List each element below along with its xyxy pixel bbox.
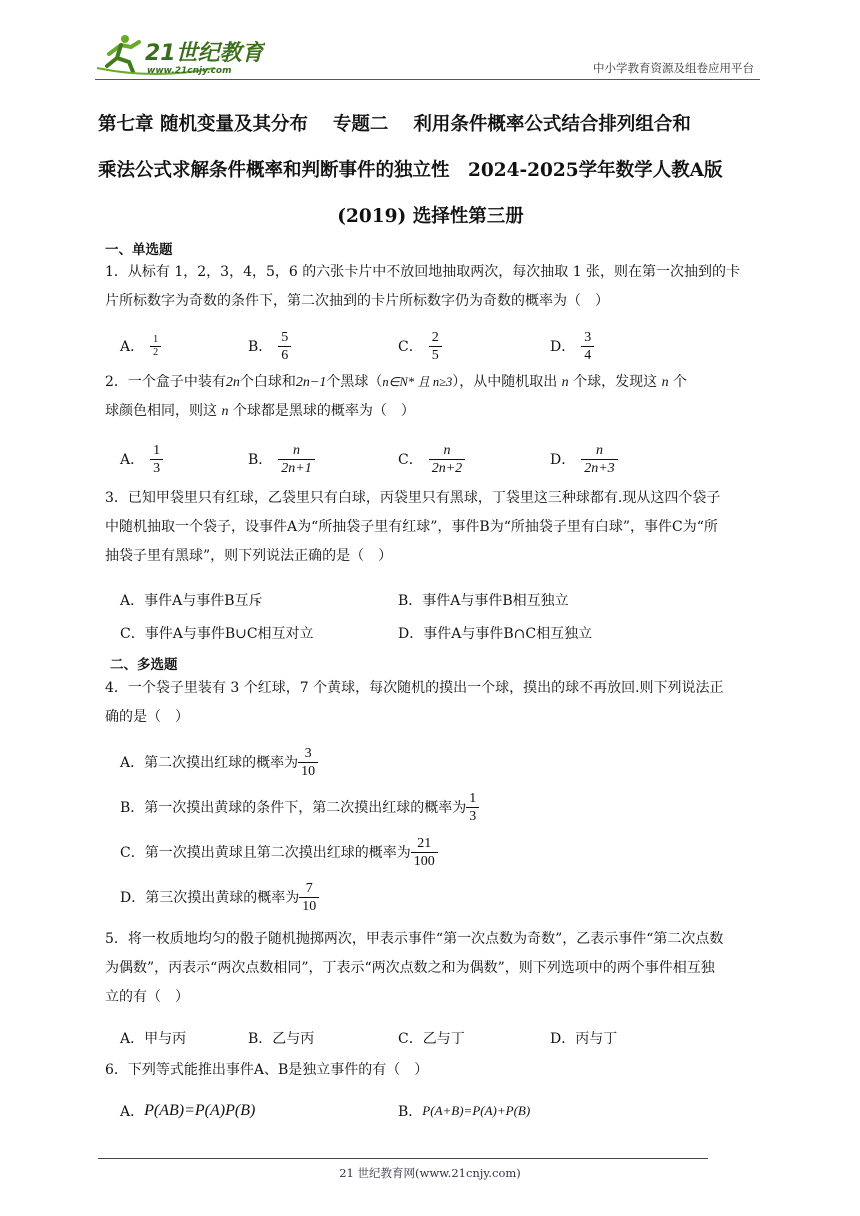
question-4 [105,674,760,732]
page-header [95,32,760,80]
site-logo [95,32,265,76]
question-5-options [120,1020,760,1056]
question-3-line-3: 抽袋子里有黑球”，则下列说法正确的是（ ） [105,548,393,564]
question-3-line-1: 3．已知甲袋里只有红球，乙袋里只有白球，丙袋里只有黑球，丁袋里这三种球都有.现从这四个袋子 [105,490,721,506]
svg-text:www.21cnjy.com: www.21cnjy.com [147,66,232,76]
question-4-line-1: 4．一个袋子里装有 3 个红球，7 个黄球，每次随机的摸出一个球，摸出的球不再放回.则下列说法正 [105,680,724,696]
site-title: 中小学教育资源及组卷应用平台 [593,61,754,75]
q2-option-c: C． $\frac{n}{2n+2}$ [398,441,465,477]
section-heading-single: 一、单选题 [105,242,173,258]
question-3 [105,484,760,571]
question-3-line-2: 中随机抽取一个袋子，设事件A为“所抽袋子里有红球”，事件B为“所抽袋子里有白球”，事件C为“所 [105,519,718,535]
question-1 [105,258,760,316]
q2-option-a: A． $\frac{1}{3}$ [120,441,163,477]
q1-option-a: A． $\frac{1}{2}$ [120,328,161,364]
question-4-line-2: 确的是（ ） [105,709,189,725]
page-footer: 21 世纪教育网(www.21cnjy.com) [339,1166,521,1180]
q4-option-a: A．第二次摸出红球的概率为 $\frac{3}{10}$ [120,742,318,782]
question-1-line-1: 1．从标有 1，2，3，4，5，6 的六张卡片中不放回地抽取两次，每次抽取 1 张，则在第一次抽到的卡 [105,264,741,280]
question-2 [105,368,760,426]
question-2-options [120,441,760,477]
question-6-line-1: 6．下列等式能推出事件A、B是独立事件的有（ ） [105,1062,429,1078]
q1-option-d: D． $\frac{3}{4}$ [550,328,594,364]
question-2-line-1: 2．一个盒子中装有2n个白球和2n−1个黑球（n∈N* 且 n≥3），从中随机取出 n 个球，发现这 n 个 [105,374,688,390]
question-2-line-2: 球颜色相同，则这 n 个球都是黑球的概率为（ ） [105,403,415,419]
question-5-line-1: 5．将一枚质地均匀的骰子随机抛掷两次，甲表示事件“第一次点数为奇数”，乙表示事件“第二次点数 [105,931,724,947]
q3-option-d: D．事件A与事件B∩C相互独立 [398,626,593,642]
q5-option-b: B．乙与丙 [248,1031,315,1047]
title-line-1: 第七章 随机变量及其分布 专题二 利用条件概率公式结合排列组合和 [98,114,691,135]
title-line-3: (2019) 选择性第三册 [337,206,524,227]
q2-option-b: B． $\frac{n}{2n+1}$ [248,441,315,477]
svg-text:21世纪教育: 21世纪教育 [145,41,264,66]
q1-option-b: B． $\frac{5}{6}$ [248,328,291,364]
question-1-line-2: 片所标数字为奇数的条件下，第二次抽到的卡片所标数字仍为奇数的概率为（ ） [105,293,609,309]
question-1-options [120,328,760,364]
question-5-line-3: 立的有（ ） [105,989,189,1005]
q1-option-c: C． $\frac{2}{5}$ [398,328,442,364]
title-line-2: 乘法公式求解条件概率和判断事件的独立性 2024-2025学年数学人教A版 [98,160,723,181]
q3-option-b: B．事件A与事件B相互独立 [398,593,569,609]
q2-option-d: D． $\frac{n}{2n+3}$ [550,441,618,477]
q5-option-d: D．丙与丁 [550,1031,618,1047]
q3-option-a: A．事件A与事件B互斥 [120,593,263,609]
q6-option-b: B． P(A+B)=P(A)+P(B) [398,1103,531,1120]
question-5-line-2: 为偶数”，丙表示“两次点数相同”，丁表示“两次点数之和为偶数”，则下列选项中的两个事件相互独 [105,960,715,976]
q5-option-c: C．乙与丁 [398,1031,465,1047]
q5-option-a: A．甲与丙 [120,1031,187,1047]
q4-option-d: D．第三次摸出黄球的概率为 $\frac{7}{10}$ [120,877,319,917]
q6-option-a: A． P(AB)=P(A)P(B) [120,1102,256,1120]
question-6 [105,1056,760,1085]
section-heading-multi: 二、多选题 [110,657,178,673]
question-5 [105,925,760,1012]
q4-option-c: C．第一次摸出黄球且第二次摸出红球的概率为 $\frac{21}{100}$ [120,832,438,872]
q4-option-b: B．第一次摸出黄球的条件下，第二次摸出红球的概率为 $\frac{1}{3}$ [120,787,479,827]
q3-option-c: C．事件A与事件B∪C相互对立 [120,626,314,642]
document-title [98,102,763,240]
header-divider [95,79,760,80]
footer-divider [98,1158,708,1159]
